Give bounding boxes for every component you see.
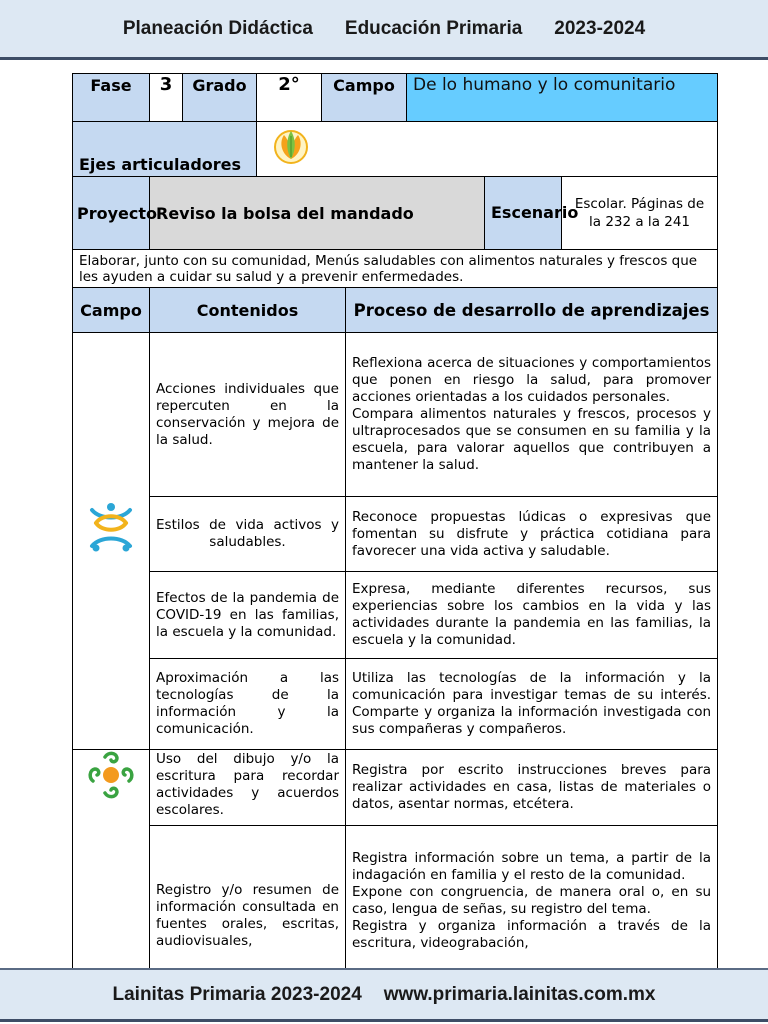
col-contenidos-heading: Contenidos [150, 288, 346, 333]
header-title: Planeación Didáctica [122, 17, 313, 39]
campo-icon-cell-2 [73, 750, 150, 971]
page-footer-banner [0, 968, 768, 1022]
campo-value: De lo humano y lo comunitario [407, 74, 718, 122]
grado-value: 2° [257, 74, 322, 122]
project-objective: Elaborar, junto con su comunidad, Menús saludables con alimentos naturales y frescos que les ayuden a cuidar su salud y a prevenir enfermedades. [73, 250, 718, 288]
col-campo-heading: Campo [73, 288, 150, 333]
contenido-cell: Uso del dibujo y/o la escritura para recordar actividades y acuerdos escolares. [150, 750, 346, 826]
contenido-cell: Estilos de vida activos y saludables. [150, 497, 346, 572]
proceso-cell: Reflexiona acerca de situaciones y comportamientos que ponen en riesgo la salud, para promover acciones orientadas a los cuidados personales. Compara alimentos naturales y frescos, procesos y ultraprocesados que se consumen en su familia y la escuela, para valorar aquellos que contribuyen a mantener la salud. [346, 333, 718, 497]
proceso-cell: Reconoce propuestas lúdicas o expresivas que fomentan su disfrute y práctica cotidiana para favorecer una vida activa y saludable. [346, 497, 718, 572]
planning-table [72, 73, 718, 970]
contenido-cell: Aproximación a las tecnologías de la información y la comunicación. [150, 659, 346, 750]
table-row [73, 497, 718, 572]
header-year: 2023-2024 [554, 17, 646, 39]
footer-url[interactable]: www.primaria.lainitas.com.mx [383, 983, 656, 1005]
leaf-emblem-icon [273, 126, 309, 166]
proceso-cell: Registra por escrito instrucciones breves para realizar actividades en casa, listas de materiales o datos, asentar normas, etcétera. [346, 750, 718, 826]
escenario-value: Escolar. Páginas de la 232 a la 241 [562, 177, 718, 250]
table-row [73, 826, 718, 971]
col-proceso-heading: Proceso de desarrollo de aprendizajes [346, 288, 718, 333]
grado-label: Grado [183, 74, 257, 122]
languages-flower-icon [88, 751, 134, 801]
proyecto-label: Proyecto [73, 177, 150, 250]
fase-value: 3 [150, 74, 183, 122]
proceso-cell: Utiliza las tecnologías de la información y la comunicación para investigar temas de su interés. Comparte y organiza la información investigada con sus compañeras y compañeros. [346, 659, 718, 750]
proyecto-value: Reviso la bolsa del mandado [150, 177, 485, 250]
campo-label: Campo [322, 74, 407, 122]
table-row [73, 572, 718, 659]
table-row [73, 333, 718, 497]
fase-label: Fase [73, 74, 150, 122]
contenido-cell: Efectos de la pandemia de COVID-19 en las familias, la escuela y la comunidad. [150, 572, 346, 659]
contenido-cell: Registro y/o resumen de información consultada en fuentes orales, escritas, audiovisuales, [150, 826, 346, 971]
escenario-label: Escenario [485, 177, 562, 250]
table-row [73, 659, 718, 750]
proceso-cell: Registra información sobre un tema, a partir de la indagación en familia y el resto de la comunidad. Expone con congruencia, de manera oral o, en su caso, lengua de señas, su registro del tema. Registra y organiza información a través de la escritura, videograbación, [346, 826, 718, 971]
footer-brand: Lainitas Primaria 2023-2024 [112, 983, 362, 1005]
table-row [73, 750, 718, 826]
ejes-icons-cell [257, 122, 718, 177]
ejes-label: Ejes articuladores [73, 122, 257, 177]
human-community-icon [86, 500, 136, 554]
header-level: Educación Primaria [344, 17, 523, 39]
contenido-cell: Acciones individuales que repercuten en la conservación y mejora de la salud. [150, 333, 346, 497]
proceso-cell: Expresa, mediante diferentes recursos, sus experiencias sobre los cambios en la vida y las actividades durante la pandemia en las familias, la escuela y la comunidad. [346, 572, 718, 659]
campo-icon-cell-1 [73, 333, 150, 750]
